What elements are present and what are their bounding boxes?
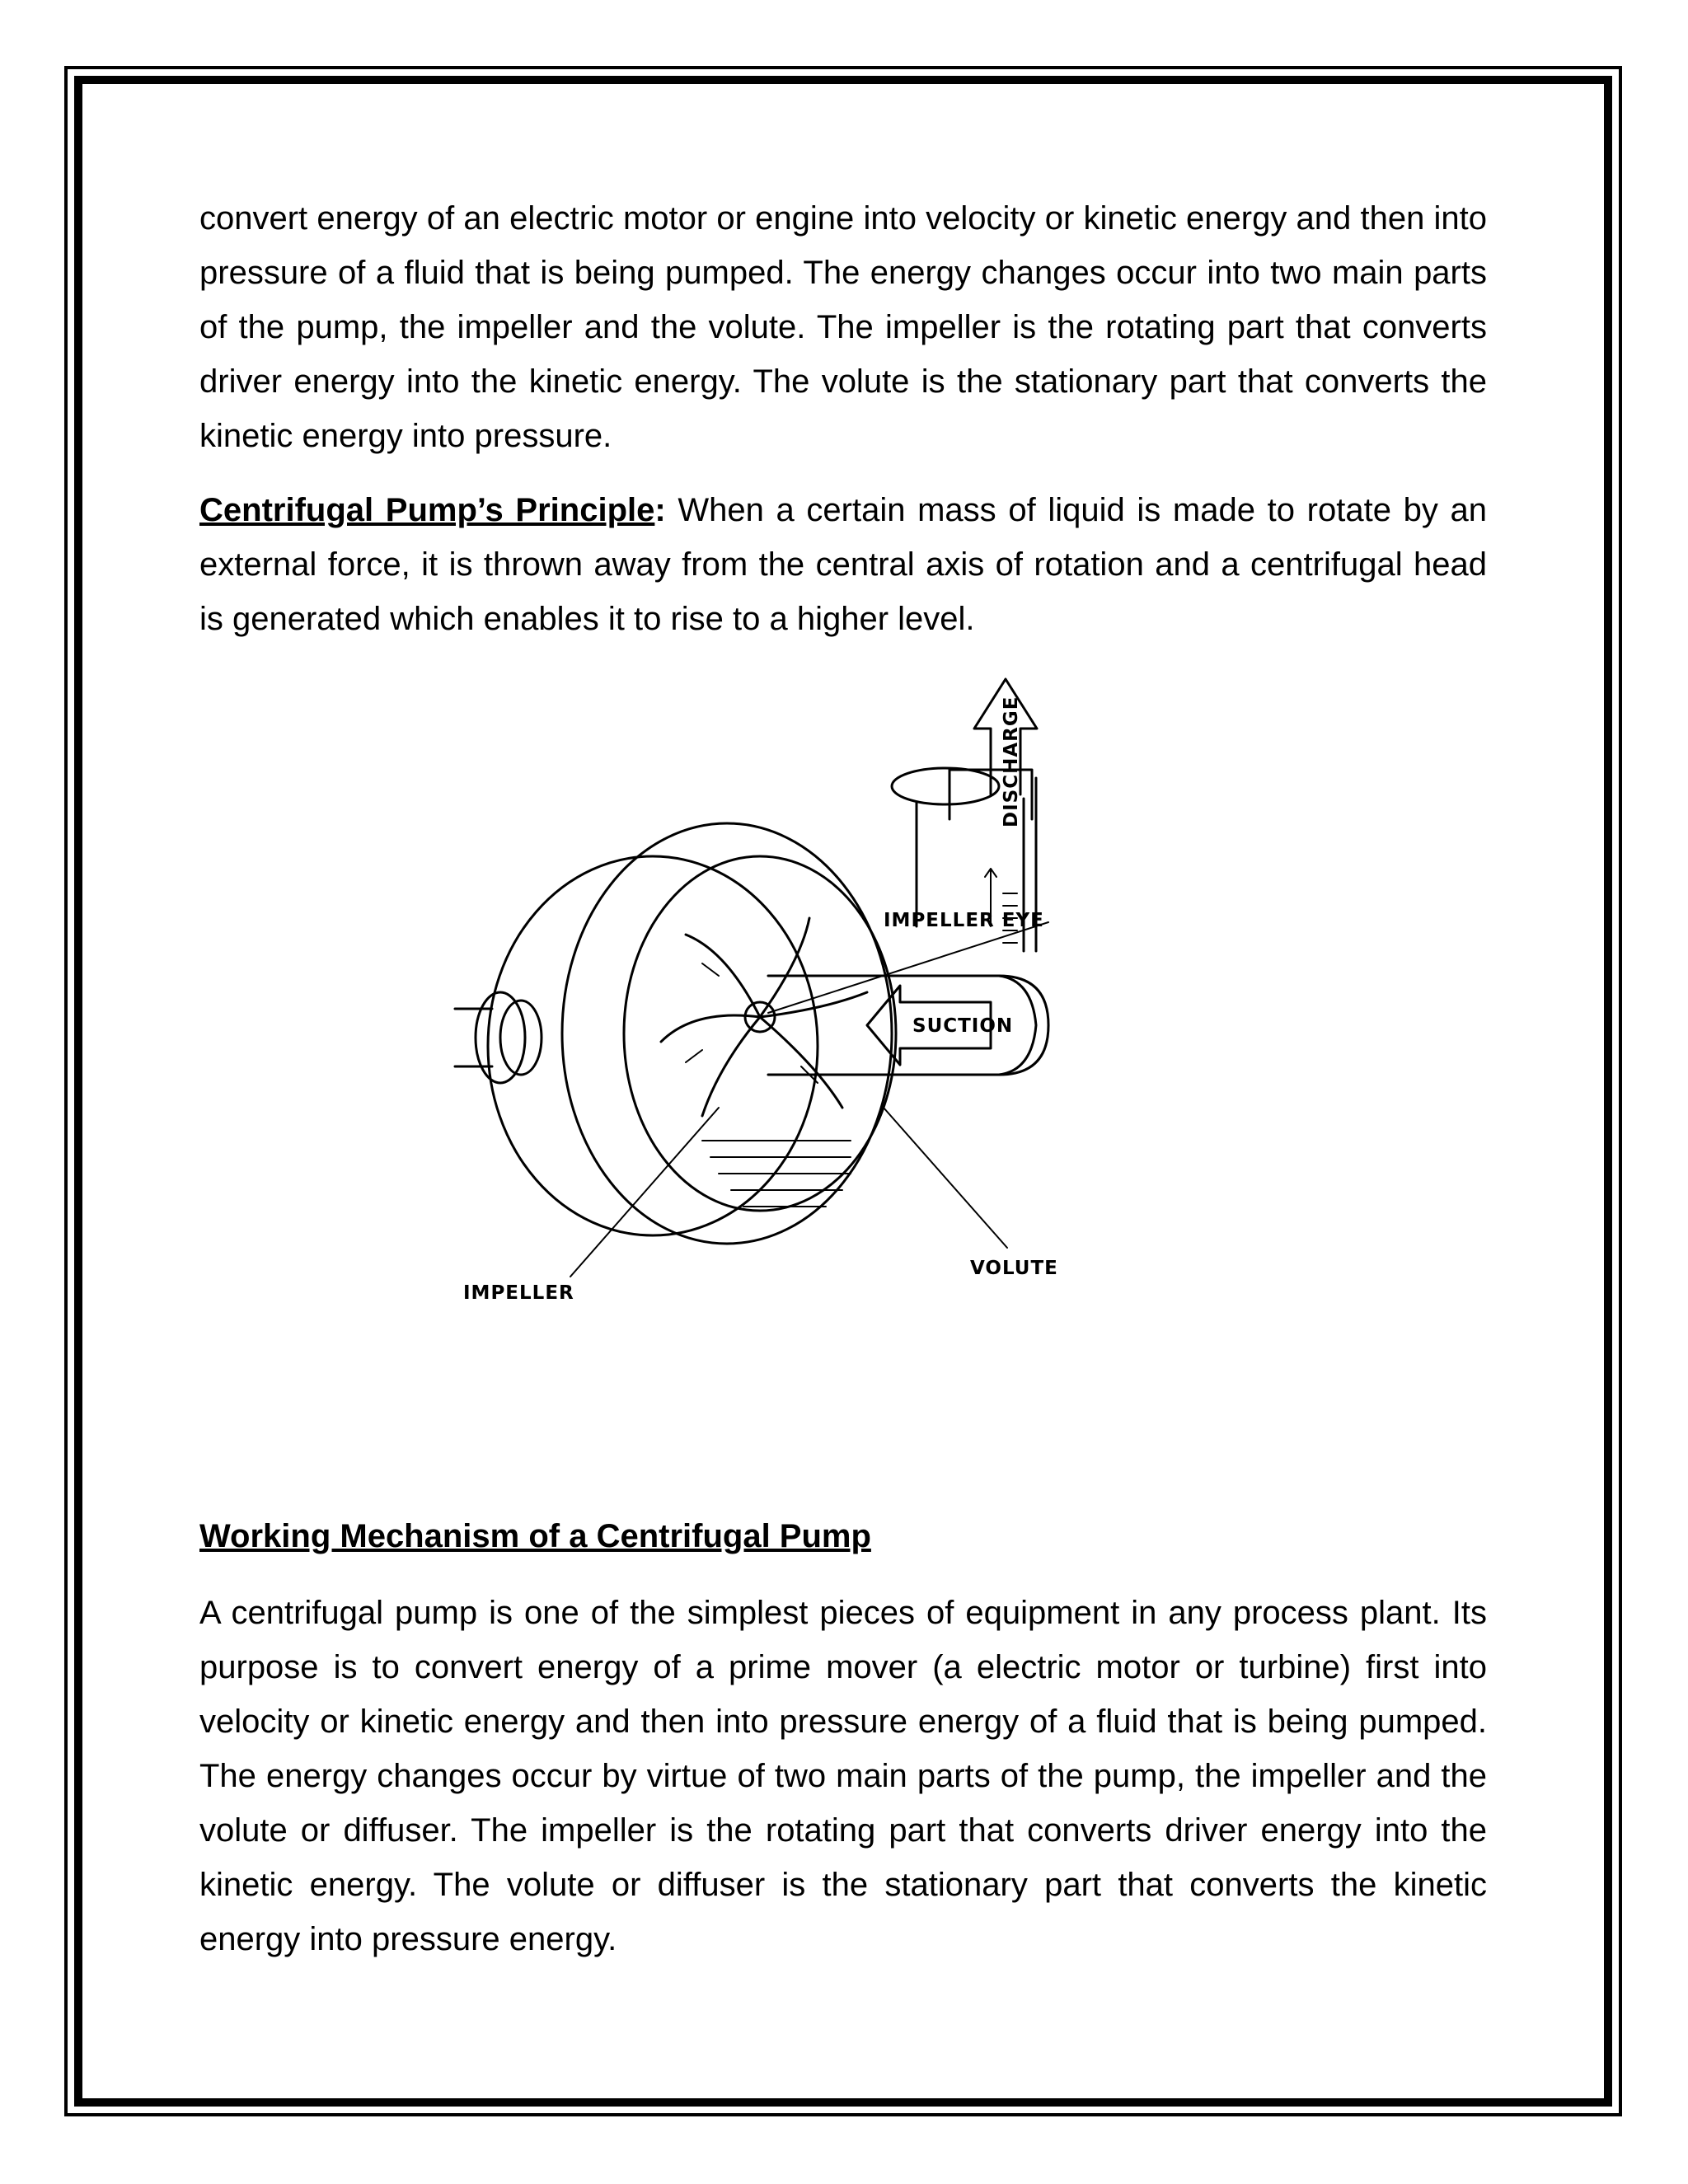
centrifugal-pump-diagram [199, 679, 1487, 1322]
principle-heading: Centrifugal Pump’s Principle [199, 492, 655, 528]
impeller-leader [570, 1108, 719, 1277]
discharge-label: DISCHARGE [1001, 696, 1022, 827]
principle-paragraph [199, 483, 1487, 646]
drive-shaft [455, 1009, 492, 1066]
principle-colon: : [654, 492, 666, 528]
impeller-label: IMPELLER [463, 1282, 574, 1304]
discharge-flange [892, 768, 999, 804]
impeller-eye-label: IMPELLER EYE [884, 910, 1044, 931]
suction-label: SUCTION [912, 1015, 1014, 1037]
impeller-eye-leader [768, 922, 1048, 1013]
impeller-vanes [661, 918, 867, 1116]
principle-text: When a certain mass of liquid is made to rotate by an external force, it is thrown away from the central axis of rotation and a centrifugal head is generated which enables it to rise to a higher level. [199, 492, 1487, 637]
volute-label: VOLUTE [970, 1258, 1058, 1279]
pump-illustration [455, 679, 1058, 1322]
pump-housing-back [488, 856, 818, 1235]
mechanism-paragraph: A centrifugal pump is one of the simplest pieces of equipment in any process plant. Its purpose is to convert energy of a prime mover (a electric motor or turbine) first into velocity or kinetic energy and then into pressure energy of a fluid that is being pumped. The energy changes occur by virtue of two main parts of the pump, the impeller and the volute or diffuser. The impeller is the rotating part that converts driver energy into the kinetic energy. The volute or diffuser is the stationary part that converts the kinetic energy into pressure energy. [199, 1595, 1487, 1957]
mechanism-heading: Working Mechanism of a Centrifugal Pump [199, 1518, 871, 1554]
intro-paragraph: convert energy of an electric motor or engine into velocity or kinetic energy and then into pressure of a fluid that is being pumped. The energy changes occur into two main parts of the pump, the impeller and the volute. The impeller is the rotating part that converts driver energy into the kinetic energy. The volute is the stationary part that converts the kinetic energy into pressure. [199, 200, 1487, 454]
volute-leader [884, 1108, 1007, 1248]
pump-housing-front [562, 823, 892, 1244]
page-content [199, 191, 1487, 1966]
